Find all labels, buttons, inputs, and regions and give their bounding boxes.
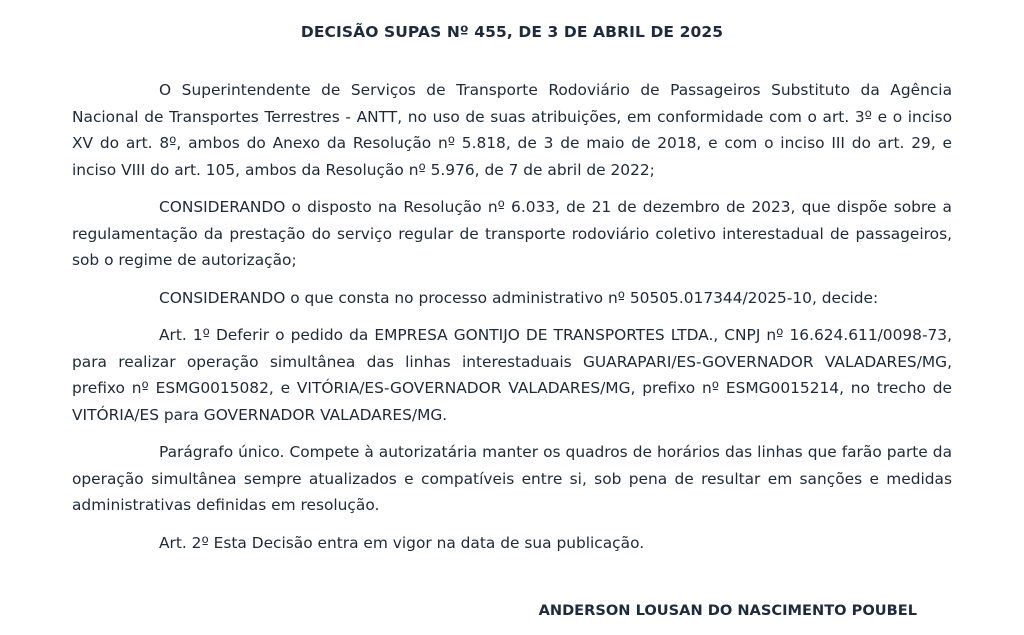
paragraph-article-2: Art. 2º Esta Decisão entra em vigor na data de sua publicação. — [159, 533, 645, 552]
paragraph-preamble: O Superintendente de Serviços de Transporte Rodoviário de Passageiros Substituto da Agência Nacional de Transportes Terrestres - ANTT, no uso de suas atribuições, em conformidade com o art. 3º e o inciso XV do art. 8º, ambos do Anexo da Resolução nº 5.818, de 3 de maio de 2018, e com o inciso III do art. 29, e inciso VIII do art. 105, ambos da Resolução nº 5.976, de 7 de abril de 2022; — [72, 81, 952, 179]
paragraph-sole-paragraph: Parágrafo único. Compete à autorizatária manter os quadros de horários das linhas que farão parte da operação simultânea sempre atualizados e compatíveis entre si, sob pena de resultar em sanções e medidas administrativas definidas em resolução. — [72, 443, 952, 514]
paragraph-article-1: Art. 1º Deferir o pedido da EMPRESA GONTIJO DE TRANSPORTES LTDA., CNPJ nº 16.624.611/0098-73, para realizar operação simultânea das linhas interestaduais GUARAPARI/ES-GOVERNADOR VALADARES/MG, prefixo nº ESMG0015082, e VITÓRIA/ES-GOVERNADOR VALADARES/MG, prefixo nº ESMG0015214, no trecho de VITÓRIA/ES para GOVERNADOR VALADARES/MG. — [72, 326, 952, 424]
document-title: DECISÃO SUPAS Nº 455, DE 3 DE ABRIL DE 2025 — [300, 23, 724, 41]
document-body — [72, 77, 952, 567]
paragraph-considerando-1: CONSIDERANDO o disposto na Resolução nº 6.033, de 21 de dezembro de 2023, que dispõe sobre a regulamentação da prestação do serviço regular de transporte rodoviário coletivo interestadual de passageiros, sob o regime de autorização; — [72, 198, 952, 269]
signatory-name: ANDERSON LOUSAN DO NASCIMENTO POUBEL — [538, 602, 917, 619]
paragraph-considerando-2: CONSIDERANDO o que consta no processo administrativo nº 50505.017344/2025-10, decide: — [159, 288, 879, 307]
